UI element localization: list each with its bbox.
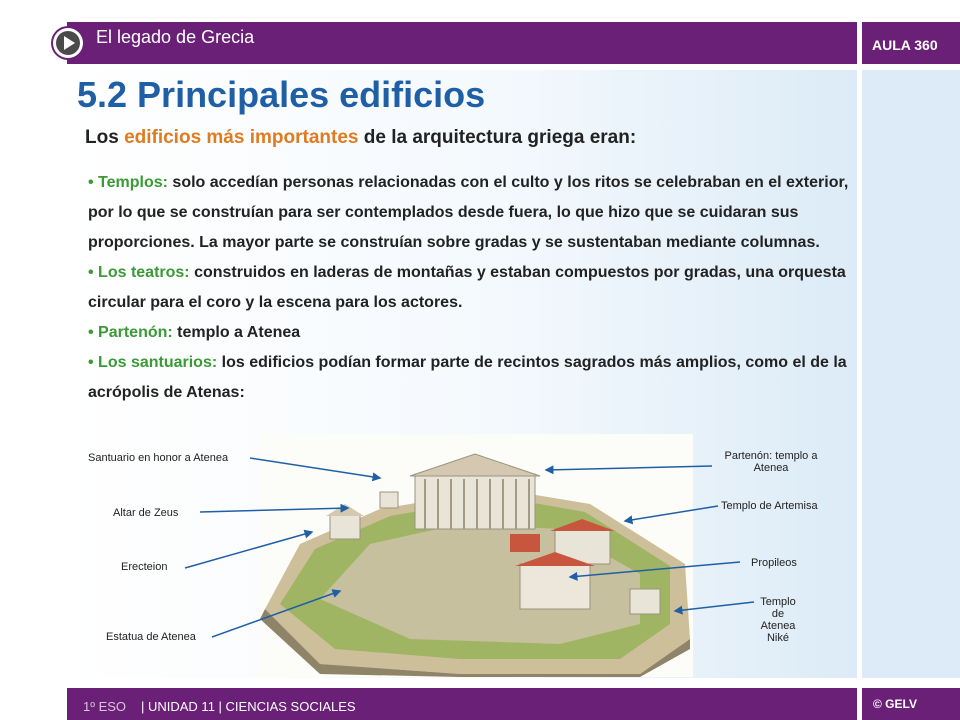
- label-erecteion: Erecteion: [121, 561, 168, 573]
- page-title: 5.2 Principales edificios: [77, 74, 486, 115]
- bullet-santuarios: • Los santuarios: los edificios podían formar parte de recintos sagrados más amplios, como el de la acrópolis de Atenas:: [88, 354, 847, 401]
- intro-text: Los edificios más importantes de la arquitectura griega eran:: [85, 127, 637, 148]
- label-partenon: Partenón: templo a Atenea: [724, 450, 818, 474]
- label-atenea-nike: Templo de Atenea Niké: [760, 596, 796, 644]
- label-artemisa: Templo de Artemisa: [721, 500, 818, 512]
- bullet-partenon: • Partenón: templo a Atenea: [88, 324, 301, 341]
- subject-title: El legado de Grecia: [96, 27, 255, 47]
- footer-copyright: © GELV: [873, 697, 917, 711]
- bullet-list: [88, 168, 858, 408]
- label-altar-zeus: Altar de Zeus: [113, 507, 179, 519]
- acropolis-illustration: [260, 434, 693, 677]
- footer-unit: | UNIDAD 11 | CIENCIAS SOCIALES: [141, 699, 356, 714]
- bullet-teatros: • Los teatros: construidos en laderas de montañas y estaban compuestos por gradas, una orquesta circular para el coro y la escena para los actores.: [88, 264, 846, 311]
- label-propileos: Propileos: [751, 557, 797, 569]
- label-estatua-atenea: Estatua de Atenea: [106, 631, 196, 643]
- label-santuario: Santuario en honor a Atenea: [88, 452, 229, 464]
- bullet-templos: • Templos: solo accedían personas relacionadas con el culto y los ritos se celebraban en el exterior, por lo que se construían para ser contemplados desde fuera, lo que hizo que se cuidaran sus proporciones. La mayor parte se construían sobre gradas y se sustentaban mediante columnas.: [88, 174, 849, 251]
- intro-highlight: edificios más importantes: [124, 127, 359, 148]
- side-panel: [862, 70, 960, 678]
- footer-course: 1º ESO: [83, 699, 127, 714]
- aula-badge: AULA 360: [872, 37, 938, 53]
- play-icon[interactable]: [53, 28, 83, 58]
